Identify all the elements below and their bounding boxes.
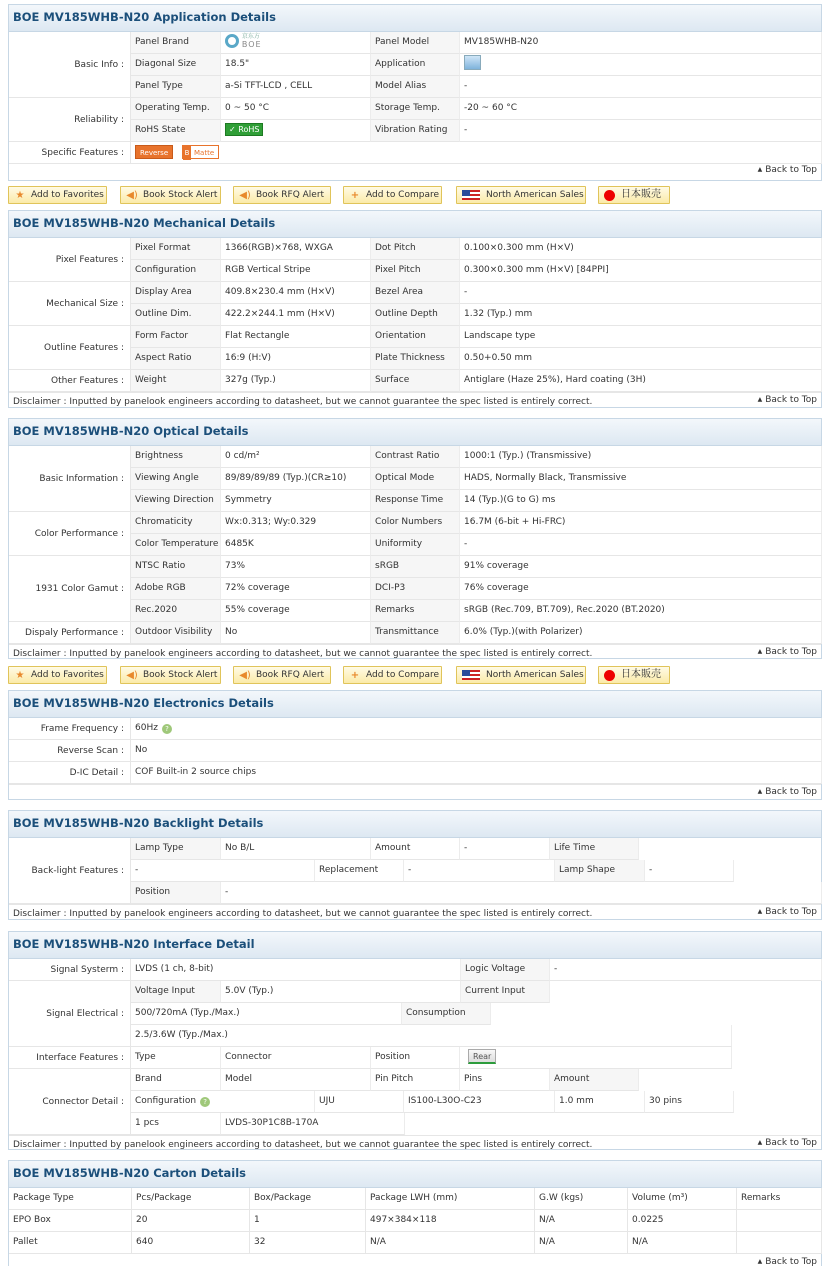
table-cell: N/A — [535, 1232, 628, 1254]
carton-table — [9, 1188, 821, 1266]
field-label: Replacement — [315, 860, 404, 882]
book-rfq-alert-button[interactable]: ◀) Book RFQ Alert — [233, 186, 331, 204]
group-label: Outline Features : — [9, 326, 131, 370]
table-cell: 1 — [250, 1210, 366, 1232]
field-value: 18.5" — [221, 54, 371, 76]
field-value: 5.0V (Typ.) — [221, 981, 461, 1003]
field-label: Storage Temp. — [371, 98, 460, 120]
field-label: Aspect Ratio — [131, 348, 221, 370]
position-value — [460, 1047, 732, 1069]
configuration-header: Configuration ? — [131, 1091, 315, 1113]
field-value: - — [645, 860, 734, 882]
field-label: Orientation — [371, 326, 460, 348]
group-label: Reverse Scan : — [9, 740, 131, 762]
carton-details-section — [8, 1160, 822, 1266]
field-value: Wx:0.313; Wy:0.329 — [221, 512, 371, 534]
field-label: Amount — [371, 838, 460, 860]
field-value: 327g (Typ.) — [221, 370, 371, 392]
back-to-top-link[interactable]: ▲ Back to Top — [758, 647, 817, 657]
field-value: 0 ~ 50 °C — [221, 98, 371, 120]
column-header: Pcs/Package — [132, 1188, 250, 1210]
field-label: Pixel Format — [131, 238, 221, 260]
field-value: 1.32 (Typ.) mm — [460, 304, 822, 326]
field-value: 1366(RGB)×768, WXGA — [221, 238, 371, 260]
field-label: Voltage Input — [131, 981, 221, 1003]
group-label: Reliability : — [9, 98, 131, 142]
field-value: 76% coverage — [460, 578, 822, 600]
plus-icon: + — [350, 190, 360, 201]
application-value[interactable] — [460, 54, 822, 76]
group-label: Signal Electrical : — [9, 981, 131, 1047]
field-value: a-Si TFT-LCD , CELL — [221, 76, 371, 98]
field-value: RGB Vertical Stripe — [221, 260, 371, 282]
field-value: Symmetry — [221, 490, 371, 512]
field-label: Lamp Shape — [555, 860, 645, 882]
speaker-icon: ◀) — [239, 190, 251, 201]
field-value: 72% coverage — [221, 578, 371, 600]
rohs-badge: ✓ RoHS — [225, 123, 263, 136]
group-label: Basic Info : — [9, 32, 131, 98]
field-label: Application — [371, 54, 460, 76]
field-value: 0.100×0.300 mm (H×V) — [460, 238, 822, 260]
group-label: Other Features : — [9, 370, 131, 392]
field-value: 30 pins — [645, 1091, 734, 1113]
group-label: Dispaly Performance : — [9, 622, 131, 644]
field-value: UJU — [315, 1091, 404, 1113]
mechanical-details-section — [8, 210, 822, 408]
field-value: 6485K — [221, 534, 371, 556]
interface-details-section — [8, 931, 822, 1150]
group-label: Specific Features : — [9, 142, 131, 164]
add-to-favorites-button[interactable]: ★ Add to Favorites — [8, 186, 107, 204]
field-label: Bezel Area — [371, 282, 460, 304]
brand-logo[interactable]: 京东方 BOE — [221, 32, 371, 54]
section-title: BOE MV185WHB-N20 Mechanical Details — [9, 211, 821, 238]
field-label: DCI-P3 — [371, 578, 460, 600]
north-american-sales-button[interactable]: North American Sales — [456, 666, 586, 684]
group-label: Frame Frequency : — [9, 718, 131, 740]
field-value: 89/89/89/89 (Typ.)(CR≥10) — [221, 468, 371, 490]
field-label: Consumption — [402, 1003, 491, 1025]
field-value: 0 cd/m² — [221, 446, 371, 468]
group-label: Interface Features : — [9, 1047, 131, 1069]
field-label: Panel Brand — [131, 32, 221, 54]
field-value: 1.0 mm — [555, 1091, 645, 1113]
star-icon: ★ — [15, 670, 25, 681]
add-to-favorites-button[interactable]: ★ Add to Favorites — [8, 666, 107, 684]
field-label: Surface — [371, 370, 460, 392]
feature-badges — [131, 142, 822, 164]
red-dot-icon — [604, 670, 615, 681]
add-to-compare-button[interactable]: + Add to Compare — [343, 186, 442, 204]
reverse-badge[interactable]: Reverse — [135, 145, 173, 159]
field-label: Current Input — [461, 981, 550, 1003]
field-label: Panel Model — [371, 32, 460, 54]
field-value: LVDS-30P1C8B-170A — [221, 1113, 405, 1135]
field-label: NTSC Ratio — [131, 556, 221, 578]
red-dot-icon — [604, 190, 615, 201]
field-label: Configuration — [131, 260, 221, 282]
group-label: D-IC Detail : — [9, 762, 131, 784]
disclaimer: Disclaimer : Inputted by panelook engineers according to datasheet, but we cannot guarantee the spec listed is entirely correct. — [9, 392, 821, 412]
help-icon[interactable]: ? — [200, 1097, 210, 1107]
field-value: 14 (Typ.)(G to G) ms — [460, 490, 822, 512]
field-value: LVDS (1 ch, 8-bit) — [131, 959, 461, 981]
field-label: Display Area — [131, 282, 221, 304]
add-to-compare-button[interactable]: + Add to Compare — [343, 666, 442, 684]
field-label: Outline Depth — [371, 304, 460, 326]
column-header: Remarks — [737, 1188, 822, 1210]
field-label: Dot Pitch — [371, 238, 460, 260]
field-value: Connector — [221, 1047, 371, 1069]
field-value: No B/L — [221, 838, 371, 860]
table-cell — [737, 1210, 822, 1232]
field-label: Position — [131, 882, 221, 904]
field-value: No — [221, 622, 371, 644]
field-label: Contrast Ratio — [371, 446, 460, 468]
field-value: 6.0% (Typ.)(with Polarizer) — [460, 622, 822, 644]
group-label: Signal Systerm : — [9, 959, 131, 981]
table-cell: 0.0225 — [628, 1210, 737, 1232]
group-label: Basic Information : — [9, 446, 131, 512]
field-label: Weight — [131, 370, 221, 392]
field-label: Brightness — [131, 446, 221, 468]
table-cell: N/A — [366, 1232, 535, 1254]
field-value: 55% coverage — [221, 600, 371, 622]
us-flag-icon — [462, 190, 480, 200]
field-label: Viewing Angle — [131, 468, 221, 490]
boe-logo-icon — [225, 34, 239, 48]
table-cell — [737, 1232, 822, 1254]
column-header: Pin Pitch — [371, 1069, 460, 1091]
frame-frequency-value: 60Hz ? — [131, 718, 822, 740]
section-title: BOE MV185WHB-N20 Carton Details — [9, 1161, 821, 1188]
field-value: 0.300×0.300 mm (H×V) [84PPI] — [460, 260, 822, 282]
field-label: Transmittance — [371, 622, 460, 644]
column-header: Model — [221, 1069, 371, 1091]
rear-badge: Rear — [468, 1049, 496, 1064]
column-header: Pins — [460, 1069, 550, 1091]
optical-details-section — [8, 418, 822, 659]
book-rfq-alert-button[interactable]: ◀) Book RFQ Alert — [233, 666, 331, 684]
column-header: Brand — [131, 1069, 221, 1091]
section-title: BOE MV185WHB-N20 Optical Details — [9, 419, 821, 446]
help-icon[interactable]: ? — [162, 724, 172, 734]
field-label: Rec.2020 — [131, 600, 221, 622]
field-label: Outdoor Visibility — [131, 622, 221, 644]
field-value: - — [460, 534, 822, 556]
field-label: Chromaticity — [131, 512, 221, 534]
field-label: Optical Mode — [371, 468, 460, 490]
column-header: Package Type — [9, 1188, 132, 1210]
field-value: - — [550, 959, 822, 981]
application-details-section — [8, 4, 822, 181]
table-cell: N/A — [628, 1232, 737, 1254]
field-label: Life Time — [550, 838, 639, 860]
electronics-details-section — [8, 690, 822, 800]
column-header: Box/Package — [250, 1188, 366, 1210]
speaker-icon: ◀) — [239, 670, 251, 681]
field-value: -20 ~ 60 °C — [460, 98, 822, 120]
field-label: Plate Thickness — [371, 348, 460, 370]
field-label: Form Factor — [131, 326, 221, 348]
field-label: Color Temperature — [131, 534, 221, 556]
field-value: Landscape type — [460, 326, 822, 348]
action-toolbar — [8, 186, 822, 204]
group-label: Back-light Features : — [9, 838, 131, 904]
field-value: IS100-L30O-C23 — [404, 1091, 555, 1113]
field-value: 91% coverage — [460, 556, 822, 578]
field-label: Uniformity — [371, 534, 460, 556]
field-value: HADS, Normally Black, Transmissive — [460, 468, 822, 490]
table-cell: Pallet — [9, 1232, 132, 1254]
group-label: Color Performance : — [9, 512, 131, 556]
disclaimer: Disclaimer : Inputted by panelook engineers according to datasheet, but we cannot guarantee the spec listed is entirely correct. — [9, 1135, 821, 1155]
back-to-top-link[interactable]: ▲ Back to Top — [758, 787, 817, 797]
field-label: Panel Type — [131, 76, 221, 98]
back-to-top-link[interactable]: ▲ Back to Top — [758, 1257, 817, 1266]
field-value: 16.7M (6-bit + Hi-FRC) — [460, 512, 822, 534]
section-title: BOE MV185WHB-N20 Interface Detail — [9, 932, 821, 959]
section-title: BOE MV185WHB-N20 Backlight Details — [9, 811, 821, 838]
table-cell: 640 — [132, 1232, 250, 1254]
field-label: Pixel Pitch — [371, 260, 460, 282]
group-label: Mechanical Size : — [9, 282, 131, 326]
section-title: BOE MV185WHB-N20 Electronics Details — [9, 691, 821, 718]
section-title: BOE MV185WHB-N20 Application Details — [9, 5, 821, 32]
field-value: sRGB (Rec.709, BT.709), Rec.2020 (BT.2020) — [460, 600, 822, 622]
japan-sales-button[interactable]: 日本販売 — [598, 186, 670, 204]
monitor-icon — [464, 55, 481, 70]
disclaimer: Disclaimer : Inputted by panelook engineers according to datasheet, but we cannot guarantee the spec listed is entirely correct. — [9, 904, 821, 924]
back-to-top-link[interactable]: ▲ Back to Top — [758, 395, 817, 405]
disclaimer: Disclaimer : Inputted by panelook engineers according to datasheet, but we cannot guarantee the spec listed is entirely correct. — [9, 644, 821, 664]
back-to-top-link[interactable]: ▲ Back to Top — [758, 1138, 817, 1148]
table-cell: 497×384×118 — [366, 1210, 535, 1232]
field-value: 0.50+0.50 mm — [460, 348, 822, 370]
field-value: No — [131, 740, 822, 762]
speaker-icon: ◀) — [126, 670, 138, 681]
back-to-top-link[interactable]: ▲ Back to Top — [758, 907, 817, 917]
field-label: Color Numbers — [371, 512, 460, 534]
table-cell: 32 — [250, 1232, 366, 1254]
field-value: - — [460, 838, 550, 860]
field-value: 2.5/3.6W (Typ./Max.) — [131, 1025, 732, 1047]
field-label: Viewing Direction — [131, 490, 221, 512]
field-value: 73% — [221, 556, 371, 578]
field-label: Position — [371, 1047, 460, 1069]
backlight-details-section — [8, 810, 822, 920]
column-header: Amount — [550, 1069, 639, 1091]
field-label: Diagonal Size — [131, 54, 221, 76]
field-label: Outline Dim. — [131, 304, 221, 326]
field-value: 422.2×244.1 mm (H×V) — [221, 304, 371, 326]
field-label: Model Alias — [371, 76, 460, 98]
field-label: RoHS State — [131, 120, 221, 142]
book-stock-alert-button[interactable]: ◀) Book Stock Alert — [120, 666, 221, 684]
field-label: Operating Temp. — [131, 98, 221, 120]
rohs-value — [221, 120, 371, 142]
field-value: 409.8×230.4 mm (H×V) — [221, 282, 371, 304]
book-stock-alert-button[interactable]: ◀) Book Stock Alert — [120, 186, 221, 204]
field-value: 16:9 (H:V) — [221, 348, 371, 370]
field-value: - — [460, 76, 822, 98]
field-value: 500/720mA (Typ./Max.) — [131, 1003, 402, 1025]
field-value: - — [404, 860, 555, 882]
us-flag-icon — [462, 670, 480, 680]
japan-sales-button[interactable]: 日本販売 — [598, 666, 670, 684]
column-header: Package LWH (mm) — [366, 1188, 535, 1210]
field-value: Antiglare (Haze 25%), Hard coating (3H) — [460, 370, 822, 392]
action-toolbar — [8, 666, 822, 684]
speaker-icon: ◀) — [126, 190, 138, 201]
field-label: Vibration Rating — [371, 120, 460, 142]
table-cell: 20 — [132, 1210, 250, 1232]
field-value: - — [460, 282, 822, 304]
field-label: Type — [131, 1047, 221, 1069]
field-value: Flat Rectangle — [221, 326, 371, 348]
plus-icon: + — [350, 670, 360, 681]
field-value: 1 pcs — [131, 1113, 221, 1135]
field-label: Lamp Type — [131, 838, 221, 860]
field-label: Remarks — [371, 600, 460, 622]
group-label: Connector Detail : — [9, 1069, 131, 1135]
field-label: Response Time — [371, 490, 460, 512]
field-label: Adobe RGB — [131, 578, 221, 600]
back-to-top-link[interactable]: ▲ Back to Top — [758, 165, 817, 175]
north-american-sales-button[interactable]: North American Sales — [456, 186, 586, 204]
field-value: - — [131, 860, 315, 882]
column-header: G.W (kgs) — [535, 1188, 628, 1210]
column-header: Volume (m³) — [628, 1188, 737, 1210]
spacer-row — [9, 784, 821, 804]
matte-badge[interactable]: B Matte — [182, 145, 219, 159]
table-cell: N/A — [535, 1210, 628, 1232]
group-label: Pixel Features : — [9, 238, 131, 282]
group-label: 1931 Color Gamut : — [9, 556, 131, 622]
field-value: - — [460, 120, 822, 142]
star-icon: ★ — [15, 190, 25, 201]
field-value: 1000:1 (Typ.) (Transmissive) — [460, 446, 822, 468]
table-cell: EPO Box — [9, 1210, 132, 1232]
field-value: MV185WHB-N20 — [460, 32, 822, 54]
field-value: - — [221, 882, 822, 904]
field-label: Logic Voltage — [461, 959, 550, 981]
field-label: sRGB — [371, 556, 460, 578]
field-value: COF Built-in 2 source chips — [131, 762, 822, 784]
